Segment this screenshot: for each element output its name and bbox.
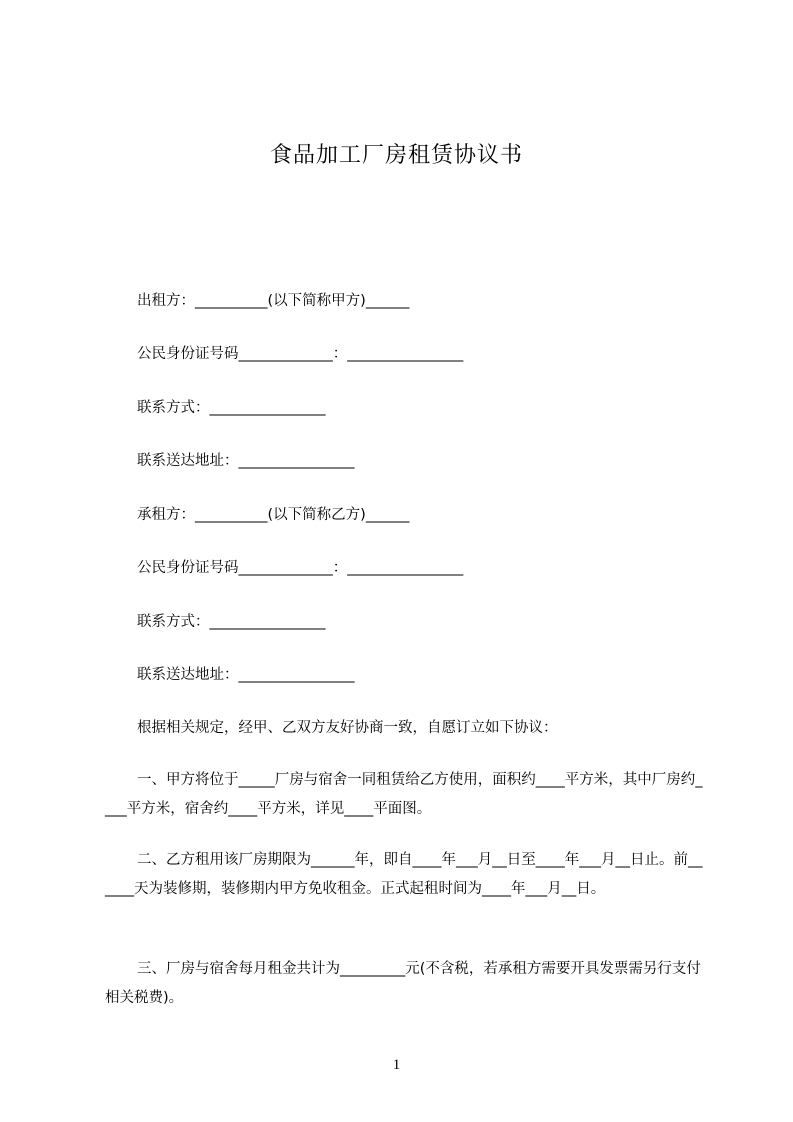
clause-2 — [105, 846, 705, 904]
lessee-name-line: 承租方：__________(以下简称乙方)______ — [137, 507, 410, 523]
lessor-name-line: 出租方：__________(以下简称甲方)______ — [137, 293, 410, 309]
lessee-contact-line: 联系方式：________________ — [137, 614, 326, 630]
lessor-address-line: 联系送达地址：________________ — [137, 453, 355, 469]
lessor-contact-line: 联系方式：________________ — [137, 400, 326, 416]
intro-text: 根据相关规定，经甲、乙双方友好协商一致，自愿订立如下协议： — [137, 720, 558, 736]
lessee-id-line: 公民身份证号码_____________：________________ — [137, 560, 464, 576]
clause-1 — [105, 766, 705, 824]
document-title: 食品加工厂房租赁协议书 — [269, 143, 523, 168]
page-number: 1 — [392, 1057, 401, 1073]
lessee-address-line: 联系送达地址：________________ — [137, 667, 355, 683]
clause-3-text: 三、厂房与宿舍每月租金共计为_________元(不含税，若承租方需要开具发票需另行支付相关税费)。 — [105, 961, 701, 1006]
clause-2-text: 二、乙方租用该厂房期限为______年，即自____年___月__日至____年___月__日止。前______天为装修期，装修期内甲方免收租金。正式起租时间为____年___月__日。 — [105, 852, 703, 897]
clause-3 — [105, 955, 705, 1013]
lessor-id-line: 公民身份证号码_____________：________________ — [137, 346, 464, 362]
clause-1-text: 一、甲方将位于_____厂房与宿舍一同租赁给乙方使用，面积约____平方米，其中厂房约____平方米，宿舍约____平方米，详见____平面图。 — [105, 772, 703, 817]
